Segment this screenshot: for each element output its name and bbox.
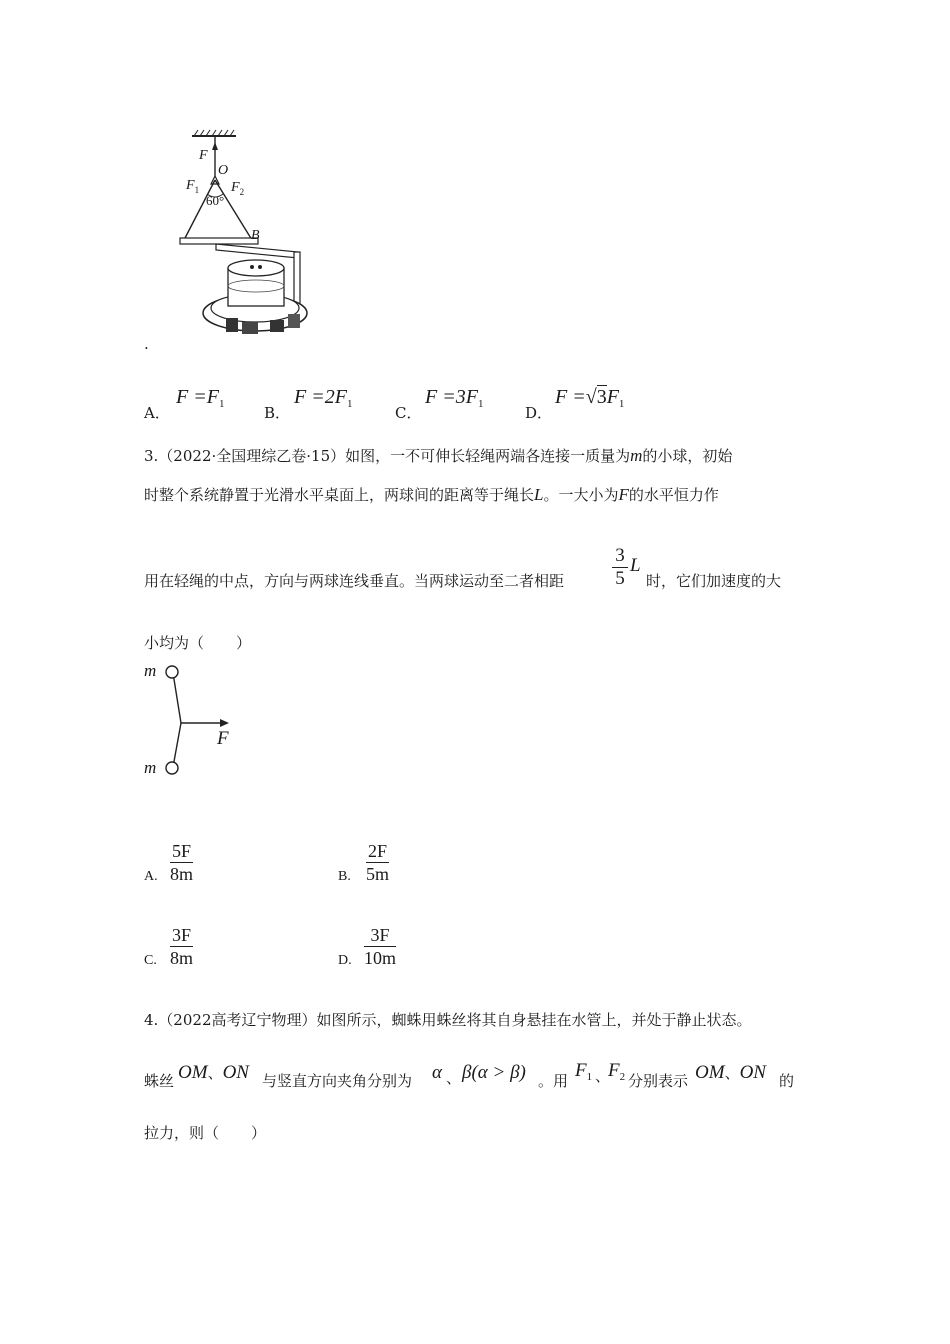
q4-line2-end: 的 <box>779 1072 795 1090</box>
q4-line3: 拉力，则（ ） <box>144 1124 267 1142</box>
q4-line2-start: 蛛丝 <box>144 1072 175 1090</box>
two-balls-figure <box>165 660 245 780</box>
q3-line4: 小均为（ ） <box>144 634 252 652</box>
q3-option-d[interactable]: D. 3F 10m <box>338 925 397 968</box>
q3-L: L <box>630 555 641 576</box>
q3-line3-end: 时，它们加速度的大 <box>646 572 782 590</box>
q4-F2: $F_2$ <box>608 1060 626 1083</box>
q3-label-m-top: m <box>144 661 157 680</box>
q4-om: OM、ON <box>178 1062 249 1083</box>
q4-sep2: 、 <box>595 1067 611 1085</box>
q3-label-m-bottom: m <box>144 758 157 777</box>
q4-beta-condition: β(α > β) <box>462 1062 526 1083</box>
q3-fraction: 3 5 <box>612 545 628 590</box>
label-angle: 60° <box>206 193 225 208</box>
figure-caption-dot: . <box>144 335 149 353</box>
label-F2: $F_2$ <box>231 180 245 197</box>
q4-line2-mid: 与竖直方向夹角分别为 <box>262 1072 413 1090</box>
q4-sep: 、 <box>446 1069 462 1087</box>
q4-F1: $F_1$ <box>575 1060 593 1083</box>
q4-alpha: α <box>432 1062 442 1083</box>
label-F1: $F_1$ <box>186 178 200 195</box>
q4-line2-denote: 分别表示 <box>628 1072 689 1090</box>
millstone-figure <box>170 128 320 348</box>
q3-line2: 时整个系统静置于光滑水平桌面上，两球间的距离等于绳长L。一大小为F的水平恒力作 <box>144 485 719 504</box>
q3-option-a[interactable]: A. 5F 8m <box>144 841 194 884</box>
q3-option-b[interactable]: B. 2F 5m <box>338 841 390 884</box>
q3-line1: 3.（2022·全国理综乙卷·15）如图，一不可伸长轻绳两端各连接一质量为m的小球，初始 <box>144 446 733 465</box>
q3-label-F: F <box>217 728 229 749</box>
q3-option-c[interactable]: C. 3F 8m <box>144 925 194 968</box>
label-O: O <box>218 163 229 178</box>
label-B: B <box>251 228 260 243</box>
q3-line3: 用在轻绳的中点，方向与两球连线垂直。当两球运动至二者相距 <box>144 572 565 590</box>
label-F: F <box>199 148 208 163</box>
q4-line1: 4.（2022高考辽宁物理）如图所示，蜘蛛用蛛丝将其自身悬挂在水管上，并处于静止状态。 <box>144 1011 752 1029</box>
q4-line2-use: 。用 <box>538 1072 569 1090</box>
q4-om2: OM、ON <box>695 1062 766 1083</box>
